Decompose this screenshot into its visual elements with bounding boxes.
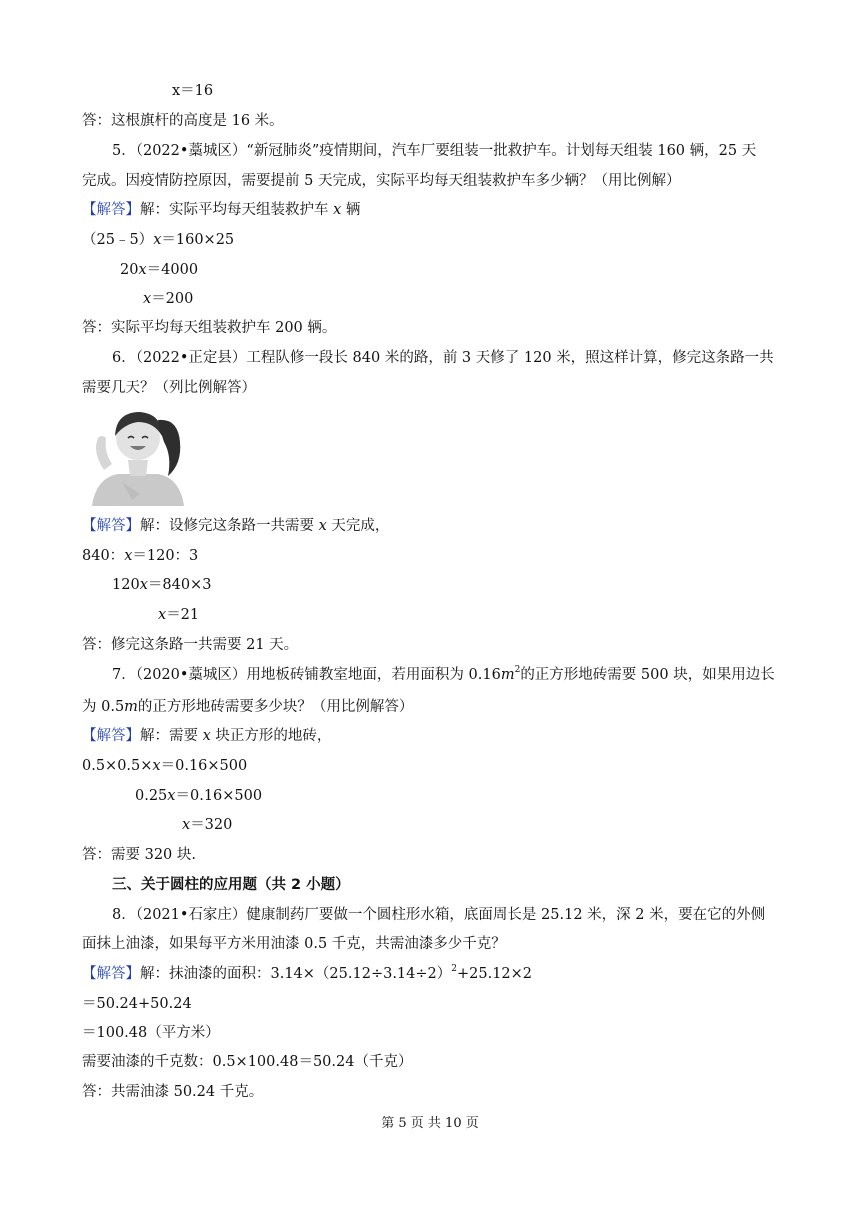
text: 天完成， (326, 518, 390, 534)
answer-6: 答：修完这条路一共需要 21 天。 (82, 637, 299, 653)
question-8-line-1: 8．（2021•石家庄）健康制药厂要做一个圆柱形水箱，底面周长是 25.12 米，深 2 米，要在它的外侧 (112, 907, 766, 923)
superscript: 2 (451, 964, 457, 974)
solution-7-line-3 (135, 786, 262, 806)
solution-8-line-4: 需要油漆的千克数：0.5×100.48＝50.24（千克） (82, 1054, 413, 1070)
page-footer: 第 5 页 共 10 页 (381, 1116, 479, 1131)
text: 解：实际平均每天组装救护车 (140, 202, 334, 218)
solution-tag: 【解答】 (82, 518, 140, 534)
variable: x (333, 202, 342, 218)
variable: x (124, 548, 133, 564)
text: ＝0.16×500 (175, 788, 263, 804)
answer-5: 答：实际平均每天组装救护车 200 辆。 (82, 320, 337, 336)
answer-7: 答：需要 320 块. (82, 847, 197, 863)
solution-8-line-2: ＝50.24+50.24 (82, 996, 192, 1012)
text: （25﹣5） (82, 232, 154, 248)
text: ＝840×3 (147, 577, 212, 593)
solution-5-line-2 (82, 230, 234, 250)
text: 块正方形的地砖， (210, 728, 332, 744)
text: ＝200 (151, 291, 194, 307)
question-5-line-1: 5．（2022•藁城区）“新冠肺炎”疫情期间，汽车厂要组装一批救护车。计划每天组装 160 辆，25 天 (112, 143, 757, 159)
solution-5-line-1 (82, 200, 360, 220)
text: ＝4000 (146, 262, 199, 278)
answer-8: 答：共需油漆 50.24 千克。 (82, 1084, 264, 1100)
solution-5-line-4 (143, 289, 193, 309)
question-6-line-2: 需要几天？（列比例解答） (82, 380, 256, 396)
solution-6-line-1 (82, 516, 389, 536)
question-5-line-2: 完成。因疫情防控原因，需要提前 5 天完成，实际平均每天组装救护车多少辆？（用比例解） (82, 173, 681, 189)
solution-8-line-3: ＝100.48（平方米） (82, 1025, 220, 1041)
text: ＝320 (190, 817, 233, 833)
text: 辆 (341, 202, 361, 218)
text: 840： (82, 548, 125, 564)
solution-6-line-4 (158, 605, 199, 625)
variable: x (139, 577, 148, 593)
text: 解：抹油漆的面积：3.14×（25.12÷3.14÷2） (140, 966, 452, 982)
unit: m (500, 667, 515, 683)
solution-7-line-1 (82, 726, 331, 746)
text: 0.5×0.5× (82, 758, 153, 774)
text: 解：需要 (140, 728, 203, 744)
superscript: 2 (514, 665, 521, 675)
question-8-line-2: 面抹上油漆，如果每平方米用油漆 0.5 千克，共需油漆多少千克？ (82, 936, 506, 952)
girl-illustration (82, 404, 194, 506)
unit: m (124, 699, 138, 715)
text: ＝21 (166, 607, 200, 623)
solution-tag: 【解答】 (82, 966, 140, 982)
text: 解：设修完这条路一共需要 (140, 518, 319, 534)
variable: x (167, 788, 176, 804)
text: 的正方形地砖需要 500 块，如果用边长 (520, 667, 775, 683)
text: 0.25 (135, 788, 168, 804)
question-6-line-1: 6．（2022•正定县）工程队修一段长 840 米的路，前 3 天修了 120 米，照这样计算，修完这条路一共 (112, 350, 774, 366)
answer-line: 答：这根旗杆的高度是 16 米。 (82, 113, 284, 129)
question-7-line-2 (82, 697, 413, 717)
solution-6-line-2 (82, 546, 198, 566)
solution-5-line-3 (120, 260, 198, 280)
variable: x (182, 817, 191, 833)
text: 为 0.5 (82, 699, 125, 715)
solution-6-line-3 (112, 575, 211, 595)
equation-line: x＝16 (172, 83, 214, 99)
text: 20 (120, 262, 139, 278)
variable: x (318, 518, 327, 534)
variable: x (143, 291, 152, 307)
solution-7-line-4 (182, 815, 232, 835)
text: 7．（2020•藁城区）用地板砖铺教室地面，若用面积为 0.16 (112, 667, 501, 683)
text: 120 (112, 577, 140, 593)
question-7-line-1 (112, 665, 775, 687)
solution-7-line-2 (82, 756, 247, 776)
variable: x (138, 262, 147, 278)
text: ＝120：3 (132, 548, 199, 564)
variable: x (158, 607, 167, 623)
section-heading: 三、关于圆柱的应用题（共 2 小题） (112, 877, 350, 893)
variable: x (152, 758, 161, 774)
solution-tag: 【解答】 (82, 202, 140, 218)
text: ＝0.16×500 (160, 758, 248, 774)
variable: x (202, 728, 211, 744)
text: ＝160×25 (161, 232, 235, 248)
text: +25.12×2 (457, 966, 533, 982)
solution-tag: 【解答】 (82, 728, 140, 744)
solution-8-line-1 (82, 964, 532, 986)
variable: x (153, 232, 162, 248)
text: 的正方形地砖需要多少块？（用比例解答） (137, 699, 414, 715)
